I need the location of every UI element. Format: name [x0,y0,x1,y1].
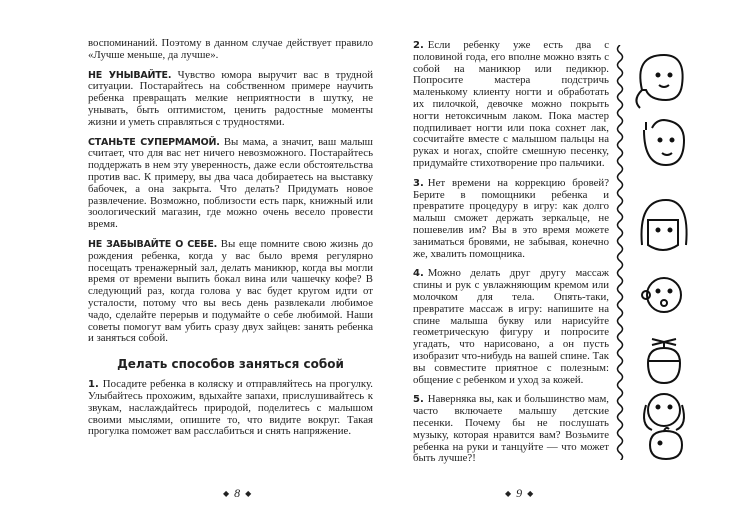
page-number-left [218,486,256,501]
item-text: Посадите ребенка в коляску и отправляйтесь на прогулку. Улыбайтесь прохожим, вдыхайте запахи, прислушивайтесь к звукам, наслаждайтесь природой, поделитесь с малышом своими мыслями, опишите то, что видите вокруг. Такая прогулка поможет вам расслабиться и снять напряжение. [88,378,373,438]
face-profile-baby-icon [650,428,682,459]
item-number: 4. [413,268,424,280]
item-number: 1. [88,379,99,391]
tip-lead: НЕ УНЫВАЙТЕ. [88,69,172,81]
face-propeller-hat-icon [648,339,680,383]
tip-text: Вы еще помните свою жизнь до рождения ребенка, когда у вас было время регулярно посещать тренажерный зал, делать маникюр, когда вы могли время от времени выпить бокал вина или чашечку кофе? В следующий раз, когда голова у вас будет кругом идти от усталости, потому что вы весь день развлекали любимое чадо, сделайте перерыв и подумайте о себе любимой. Наши советы помогут вам убить сразу двух зайцев: занять ребенка и заняться собой. [88,237,373,345]
face-boy-icon [644,120,684,165]
right-page [413,40,609,473]
item-text: Наверняка вы, как и большинство мам, часто включаете малышу детские песенки. Почему бы не послушать музыку, которая нравится вам? Возьмите ребенка на руки и танцуйте — что может быть лучше?! [413,393,609,465]
ornament-icon: ◆ [245,489,252,498]
list-item [413,178,609,261]
item-number: 2. [413,40,424,51]
ornament-icon: ◆ [505,489,512,498]
page-number-right [500,486,538,501]
item-number: 3. [413,177,424,189]
wavy-border-icon [618,45,623,460]
tip-lead: СТАНЬТЕ СУПЕРМАМОЙ. [88,136,220,148]
tip-text: Вы мама, а значит, ваш малыш считает, что для вас нет ничего невозможного. Постарайтесь поддержать в нем эту уверенность, даже если обстоятельства против вас. К примеру, вы два часа добираетесь на выставку бабочек, а она закрыта. Что делать? Придумать новое развлечение. Возможно, поблизости есть парк, книжный или зоологический магазин, где можно очень весело провести время. [88,135,373,231]
item-number: 5. [413,394,424,406]
item-text: Нет времени на коррекцию бровей? Берите в помощники ребенка и превратите процедуру в игру: как долго малыш сможет держать зеркальце, не пошевелив им? Вы в это время можете заниматься бровями, не забывая, конечно же, хвалить помощника. [413,176,609,260]
item-text: Если ребенку уже есть два с половиной года, его вполне можно взять с собой на маникюр или педикюр. Попросите мастера подстричь маленькому клиенту ногти и обработать их пилочкой, девочке можно покрыть ногти нетоксичным лаком. Пока мастер подпиливает ногти или пока сохнет лак, сосчитайте вместе с малышом пальцы на руках и ногах, спойте смешную песенку, придумайте стихотворение про пальчики. [413,39,609,169]
tip-paragraph [88,70,373,129]
faces-margin-illustration [612,45,692,460]
tip-paragraph [88,239,373,345]
list-item [413,268,609,386]
tip-text: Чувство юмора выручит вас в трудной ситуации. Постарайтесь на собственном примере научить ребенка превращать мелкие неприятности в шутку, не унывать, быть оптимистом, ценить радостные моменты жизни и уметь справляться с трудностями. [88,68,373,128]
ornament-icon: ◆ [527,489,534,498]
left-page [88,38,373,446]
list-item [413,394,609,465]
ornament-icon: ◆ [223,489,230,498]
tip-paragraph [88,137,373,231]
face-toddler-icon [644,394,684,430]
page-number-text: 9 [516,486,523,500]
list-item [413,40,609,170]
face-bob-hair-icon [642,200,687,250]
face-baby-icon [642,278,681,312]
face-girl-icon [636,55,682,108]
tip-lead: НЕ ЗАБЫВАЙТЕ О СЕБЕ. [88,238,218,250]
page-number-text: 8 [234,486,241,500]
intro-paragraph: воспоминаний. Поэтому в данном случае действует правило «Лучше меньше, да лучше». [88,37,373,61]
item-text: Можно делать друг другу массаж спины и рук с увлажняющим кремом или молочком для тела. Опять-таки, превратите массаж в игру: напишите на спине малыша букву или нарисуйте геометрическую фигуру и попросите угадать, что нарисовано, а он пусть изобразит что-нибудь на вашей спине. Так вы совместите приятное с полезным: общение с ребенком и уход за кожей. [413,267,609,386]
section-heading: Делать способов заняться собой [117,357,344,372]
list-item [88,379,373,438]
